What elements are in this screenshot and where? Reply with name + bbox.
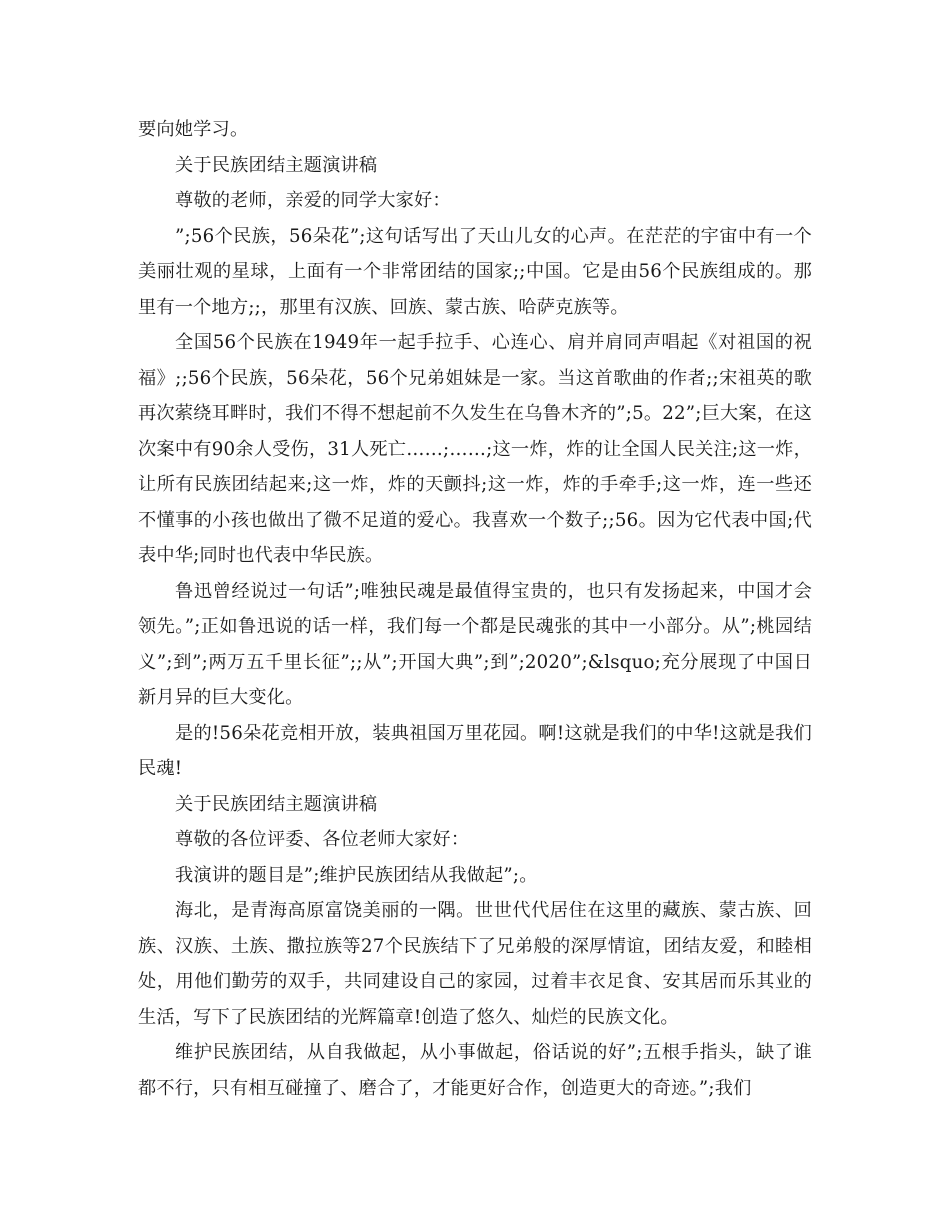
paragraph: 维护民族团结，从自我做起，从小事做起，俗话说的好”;五根手指头，缺了谁都不行，只有相互碰撞了、磨合了，才能更好合作，创造更大的奇迹。”;我们 bbox=[138, 1042, 812, 1099]
paragraph: 海北，是青海高原富饶美丽的一隅。世世代代居住在这里的藏族、蒙古族、回族、汉族、土族、撒拉族等27个民族结下了兄弟般的深厚情谊，团结友爱，和睦相处，用他们勤劳的双手，共同建设自己的家园，过着丰衣足食、安其居而乐其业的生活，写下了民族团结的光辉篇章!创造了悠久、灿烂的民族文化。 bbox=[138, 900, 812, 1028]
paragraph: 全国56个民族在1949年一起手拉手、心连心、肩并肩同声唱起《对祖国的祝福》;;56个民族，56朵花，56个兄弟姐妹是一家。当这首歌曲的作者;;宋祖英的歌再次萦绕耳畔时，我们不得不想起前不久发生在乌鲁木齐的”;5。22”;巨大案，在这次案中有90余人受伤，31人死亡……;……;这一炸，炸的让全国人民关注;这一炸，让所有民族团结起来;这一炸，炸的天颤抖;这一炸，炸的手牵手;这一炸，连一些还不懂事的小孩也做出了微不足道的爱心。我喜欢一个数子;;56。因为它代表中国;代表中华;同时也代表中华民族。 bbox=[138, 332, 812, 566]
salutation: 尊敬的老师，亲爱的同学大家好： bbox=[175, 190, 451, 211]
salutation: 尊敬的各位评委、各位老师大家好： bbox=[175, 829, 470, 850]
paragraph: 要向她学习。 bbox=[138, 119, 249, 140]
section-heading: 关于民族团结主题演讲稿 bbox=[175, 793, 378, 815]
section-heading: 关于民族团结主题演讲稿 bbox=[175, 154, 378, 176]
document-body bbox=[138, 112, 812, 1106]
paragraph: 是的!56朵花竞相开放，装典祖国万里花园。啊!这就是我们的中华!这就是我们民魂! bbox=[138, 722, 812, 779]
paragraph: 鲁迅曾经说过一句话”;唯独民魂是最值得宝贵的，也只有发扬起来，中国才会领先。”;正如鲁迅说的话一样，我们每一个都是民魂张的其中一小部分。从”;桃园结义”;到”;两万五千里长征”;;从”;开国大典”;到”;2020”;&lsquo;充分展现了中国日新月异的巨大变化。 bbox=[138, 580, 812, 708]
paragraph: ”;56个民族，56朵花”;这句话写出了天山儿女的心声。在茫茫的宇宙中有一个美丽壮观的星球，上面有一个非常团结的国家;;中国。它是由56个民族组成的。那里有一个地方;;，那里有汉族、回族、蒙古族、哈萨克族等。 bbox=[138, 225, 812, 318]
paragraph: 我演讲的题目是”;维护民族团结从我做起”;。 bbox=[175, 864, 538, 886]
